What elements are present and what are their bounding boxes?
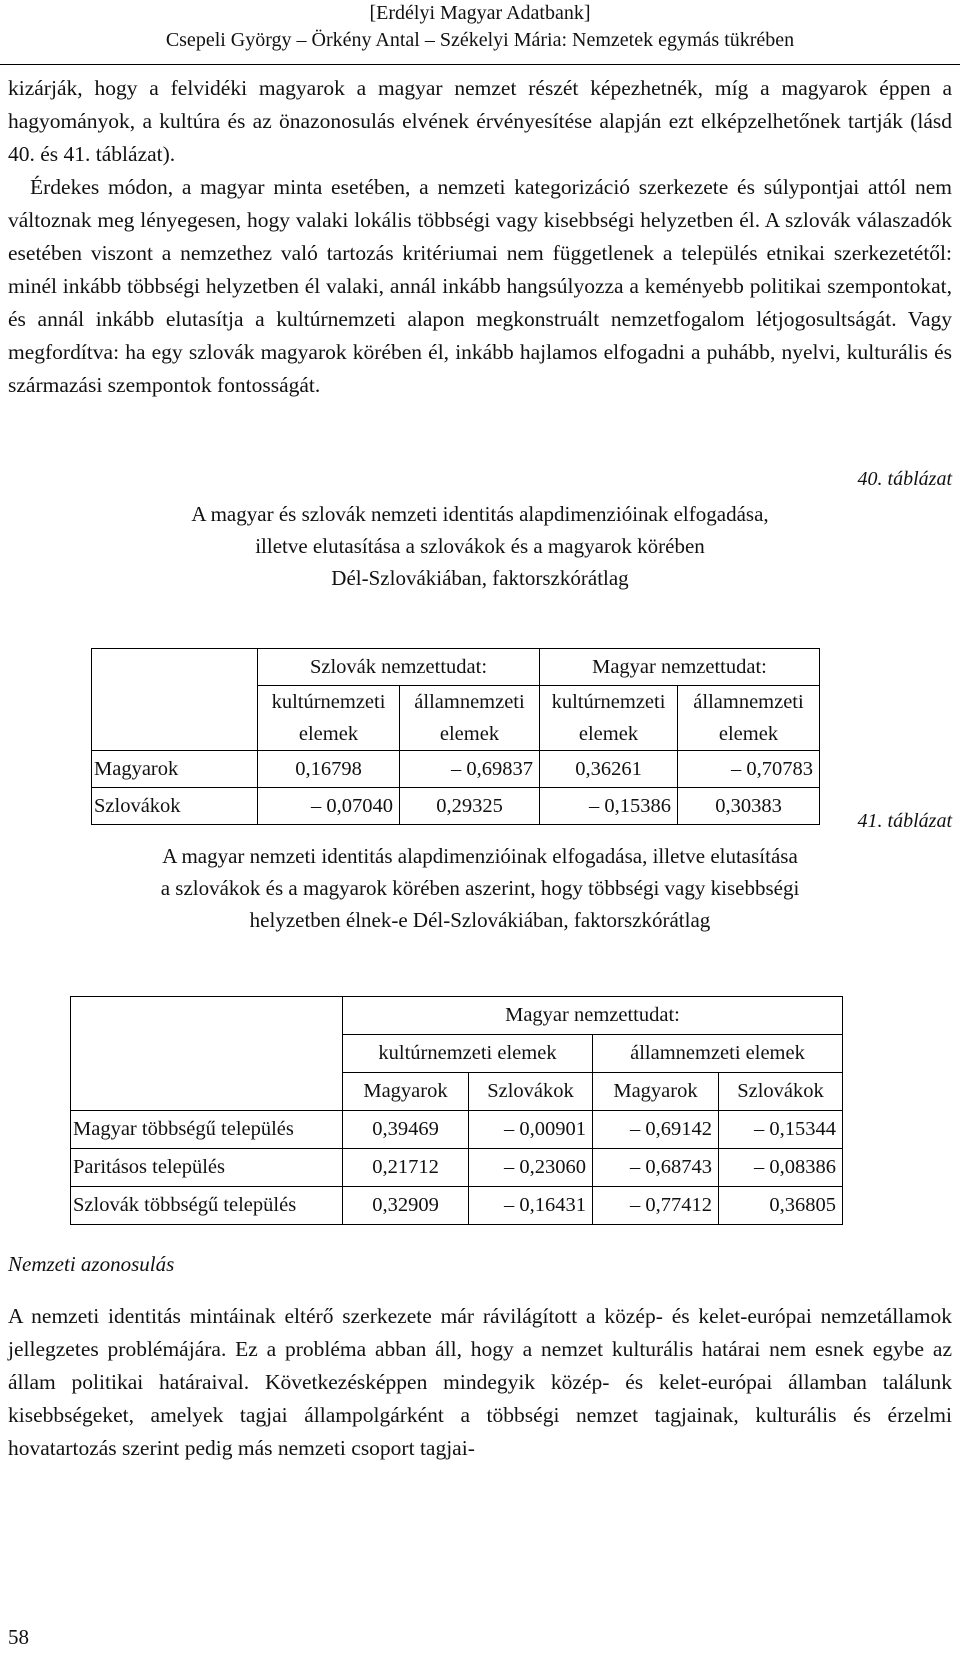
- caption-line: a szlovákok és a magyarok körében aszerint, hogy többségi vagy kisebbségi: [160, 876, 800, 900]
- row-label: Magyar többségű település: [71, 1111, 343, 1149]
- empty-corner-cell: [92, 649, 258, 751]
- column-group-header: Magyar nemzettudat:: [343, 997, 843, 1035]
- column-group-header: Szlovák nemzettudat:: [258, 649, 540, 686]
- table-cell: 0,29325: [400, 788, 540, 825]
- table-cell: – 0,15386: [540, 788, 678, 825]
- table-cell: – 0,08386: [719, 1149, 843, 1187]
- table-cell: 0,21712: [343, 1149, 469, 1187]
- column-header: Szlovákok: [469, 1073, 593, 1111]
- empty-corner-cell: [71, 997, 343, 1111]
- table-40-label: 40. táblázat: [857, 468, 952, 490]
- table-41: [70, 996, 843, 1225]
- body-text-2: A nemzeti identitás mintáinak eltérő szerkezete már rávilágított a közép- és kelet-európai nemzetállamok jellegzetes problémájára. Ez a probléma abban áll, hogy a nemzet kulturális határai nem esnek egybe az állam politikai határaival. Következésképpen mindegyik közép- és kelet-európai államban találunk kisebbségeket, amelyek tagjai állampolgárként a többségi nemzet tagjainak, kulturális és érzelmi hovatartozás szerint pedig más nemzeti csoport tagjai-: [8, 1304, 952, 1460]
- table-cell: – 0,15344: [719, 1111, 843, 1149]
- column-header: államnemzeti elemek: [678, 686, 820, 751]
- table-cell: – 0,68743: [593, 1149, 719, 1187]
- table-cell: – 0,77412: [593, 1187, 719, 1225]
- table-cell: 0,16798: [258, 751, 400, 788]
- caption-line: helyzetben élnek-e Dél-Szlovákiában, faktorszkórátlag: [249, 908, 711, 932]
- row-label: Magyarok: [92, 751, 258, 788]
- source-label: [Erdélyi Magyar Adatbank]: [369, 2, 591, 24]
- column-header: kultúrnemzeti elemek: [540, 686, 678, 751]
- table-cell: – 0,69142: [593, 1111, 719, 1149]
- caption-line: A magyar nemzeti identitás alapdimenzióinak elfogadása, illetve elutasítása: [162, 844, 798, 868]
- table-header-row: [71, 997, 843, 1035]
- table-row: [71, 1149, 843, 1187]
- table-cell: 0,32909: [343, 1187, 469, 1225]
- column-header: Magyarok: [593, 1073, 719, 1111]
- page-header: [0, 0, 960, 54]
- column-header: államnemzeti elemek: [400, 686, 540, 751]
- table-cell: – 0,16431: [469, 1187, 593, 1225]
- paragraph-continuation: kizárják, hogy a felvidéki magyarok a magyar nemzet részét képezhetnék, míg a magyarok éppen a hagyományok, a kultúra és az önazonosulás elvének érvényesítése alapján ezt elképzelhetőnek tartják (lásd 40. és 41. táblázat).: [8, 76, 952, 166]
- row-label: Szlovák többségű település: [71, 1187, 343, 1225]
- column-subgroup-header: államnemzeti elemek: [593, 1035, 843, 1073]
- table-header-row: [92, 649, 820, 686]
- table-cell: – 0,07040: [258, 788, 400, 825]
- table-40-caption: [0, 498, 960, 594]
- row-label: Paritásos település: [71, 1149, 343, 1187]
- table-cell: – 0,00901: [469, 1111, 593, 1149]
- table-row: [92, 751, 820, 788]
- running-title: Csepeli György – Örkény Antal – Székelyi Mária: Nemzetek egymás tükrében: [165, 29, 795, 51]
- header-divider: [0, 64, 960, 65]
- column-header: Magyarok: [343, 1073, 469, 1111]
- section-heading: Nemzeti azonosulás: [8, 1252, 175, 1276]
- table-cell: – 0,23060: [469, 1149, 593, 1187]
- caption-line: Dél-Szlovákiában, faktorszkórátlag: [331, 566, 629, 590]
- table-cell: 0,36261: [540, 751, 678, 788]
- table-row: [71, 1111, 843, 1149]
- table-cell: 0,30383: [678, 788, 820, 825]
- table-cell: – 0,69837: [400, 751, 540, 788]
- table-cell: 0,36805: [719, 1187, 843, 1225]
- column-header: Szlovákok: [719, 1073, 843, 1111]
- column-subgroup-header: kultúrnemzeti elemek: [343, 1035, 593, 1073]
- table-cell: 0,39469: [343, 1111, 469, 1149]
- paragraph: Érdekes módon, a magyar minta esetében, a nemzeti kategorizáció szerkezete és súlypontjai attól nem változnak meg lényegesen, hogy valaki lokális többségi vagy kisebbségi helyzetben él. A szlovák válaszadók esetében viszont a nemzethez való tartozás kritériumai nem függetlenek a település etnikai szerkezetétől: minél inkább többségi helyzetben él valaki, annál inkább hangsúlyozza a keményebb politikai szempontokat, és annál inkább elutasítja a kultúrnemzeti alapon megkonstruált nemzetfogalom létjogosultságát. Vagy megfordítva: ha egy szlovák magyarok körében él, inkább hajlamos elfogadni a puhább, nyelvi, kulturális és származási szempontok fontosságát.: [8, 175, 952, 397]
- table-row: [92, 788, 820, 825]
- table-row: [71, 1187, 843, 1225]
- table-41-caption: [0, 840, 960, 936]
- page-number: 58: [8, 1625, 29, 1649]
- table-40: [91, 648, 820, 825]
- caption-line: illetve elutasítása a szlovákok és a magyarok körében: [255, 534, 705, 558]
- column-group-header: Magyar nemzettudat:: [540, 649, 820, 686]
- column-header: kultúrnemzeti elemek: [258, 686, 400, 751]
- row-label: Szlovákok: [92, 788, 258, 825]
- table-41-label: 41. táblázat: [857, 810, 952, 832]
- body-text-1: [8, 72, 952, 402]
- table-cell: – 0,70783: [678, 751, 820, 788]
- caption-line: A magyar és szlovák nemzeti identitás alapdimenzióinak elfogadása,: [191, 502, 769, 526]
